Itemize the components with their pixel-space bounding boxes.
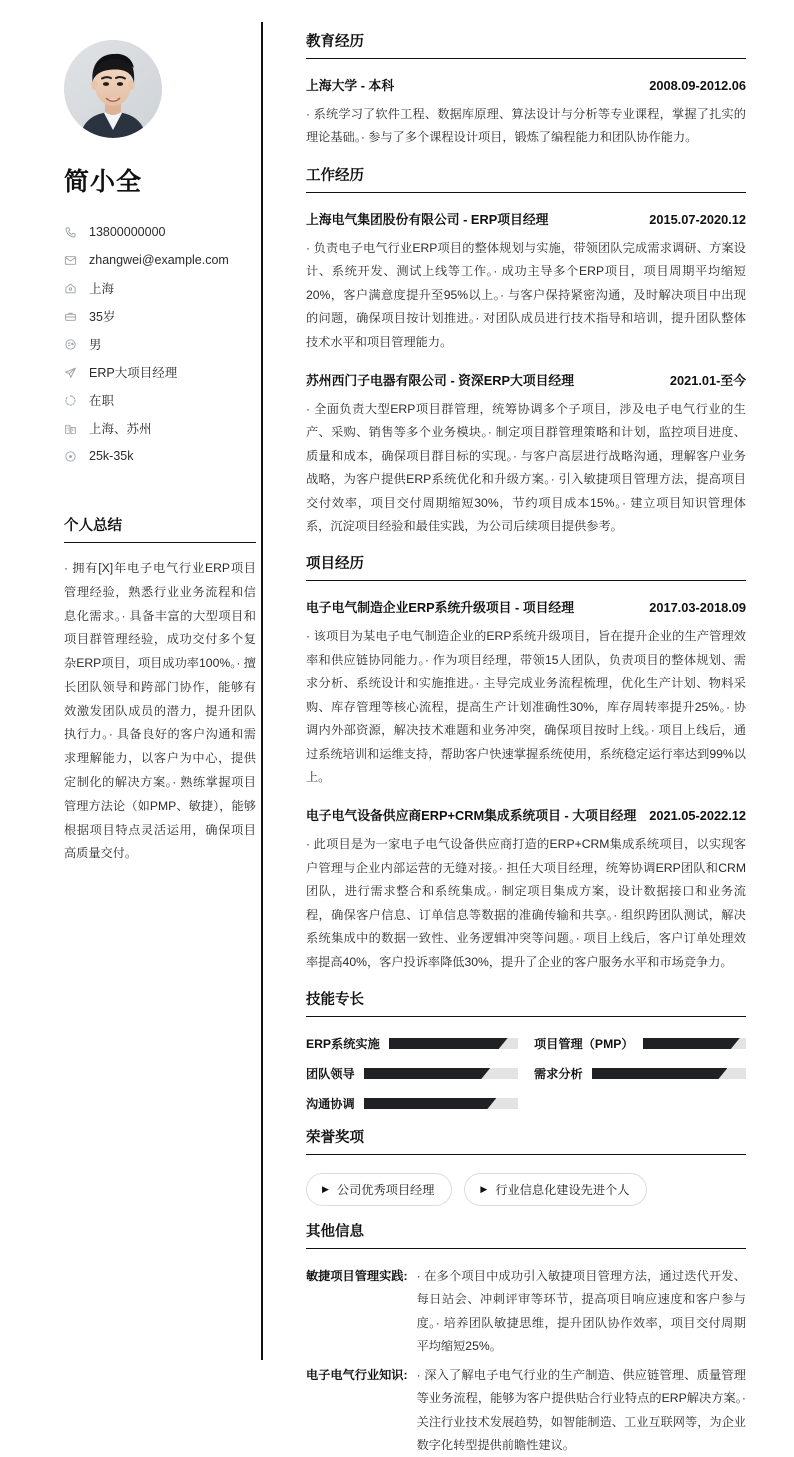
entry-date: 2021.01-至今: [669, 372, 746, 388]
other-info-list: [306, 1265, 746, 1457]
section-other-info: [306, 1220, 746, 1457]
skill-item: [534, 1065, 746, 1082]
entry-header: [306, 805, 746, 824]
page-title: 简小全: [64, 168, 143, 196]
section-title-other-info: 其他信息: [306, 1220, 746, 1249]
work-entry: [306, 209, 746, 354]
section-title-work: 工作经历: [306, 164, 746, 193]
other-info-label: 敏捷项目管理实践:: [306, 1268, 408, 1283]
section-honors: [306, 1126, 746, 1206]
entry-date: 2017.03-2018.09: [649, 600, 746, 616]
contact-value: 上海、苏州: [89, 422, 152, 436]
portrait-photo-icon: [64, 40, 162, 138]
other-info-row: [306, 1364, 746, 1457]
entry-org: 电子电气制造企业ERP系统升级项目 - 项目经理: [306, 600, 575, 616]
contact-desired-city: [64, 414, 234, 442]
other-info-value: · 在多个项目中成功引入敏捷项目管理方法，通过迭代开发、每日站会、冲刺评审等环节，提高项目响应速度和客户参与度。· 培养团队敏捷思维，提升团队协作效率，项目交付周期平均缩短25%。: [416, 1268, 746, 1354]
contact-desired-role: [64, 358, 234, 386]
contact-value: 13800000000: [89, 225, 166, 239]
entry-org: 上海电气集团股份有限公司 - ERP项目经理: [306, 211, 549, 227]
building-icon: [64, 422, 82, 435]
home-icon: [64, 282, 82, 295]
contact-gender: [64, 330, 234, 358]
skill-bar-fill: [364, 1068, 490, 1079]
column-divider: [261, 22, 263, 1360]
section-work: [306, 164, 746, 539]
entry-date: 2021.05-2022.12: [649, 808, 746, 824]
contact-value: 男: [89, 338, 102, 352]
briefcase-icon: [64, 310, 82, 323]
skill-label: ERP系统实施: [306, 1036, 380, 1051]
skill-label: 项目管理（PMP）: [534, 1036, 634, 1051]
contact-value: ERP大项目经理: [89, 366, 178, 380]
entry-body: · 负责电子电气行业ERP项目的整体规划与实施，带领团队完成需求调研、方案设计、系统开发、测试上线等工作。· 成功主导多个ERP项目，项目周期平均缩短20%，客户满意度提升至95%以上。· 与客户保持紧密沟通，及时解决项目中出现的问题，确保项目按计划推进。· 对团队成员进行技术指导和培训，提升团队整体技术水平和项目管理能力。: [306, 240, 746, 349]
summary-section-title: 个人总结: [64, 514, 256, 543]
phone-icon: [64, 226, 82, 239]
entry-date: 2015.07-2020.12: [649, 211, 746, 227]
avatar: [64, 40, 162, 138]
other-info-row: [306, 1265, 746, 1359]
entry-org: 上海大学 - 本科: [306, 78, 395, 93]
paper-plane-icon: [64, 366, 82, 379]
skills-grid: [306, 1035, 746, 1112]
skill-bar-track: [364, 1068, 518, 1079]
skill-item: [306, 1035, 518, 1052]
section-title-skills: 技能专长: [306, 988, 746, 1017]
contact-salary: [64, 442, 234, 470]
entry-body: · 该项目为某电子电气制造企业的ERP系统升级项目，旨在提升企业的生产管理效率和供应链协同能力。· 作为项目经理，带领15人团队，负责项目的整体规划、需求分析、系统设计和实施推进。· 主导完成业务流程梳理，优化生产计划、物料采购、库存管理等核心流程，提高生产计划准确性30%，库存周转率提升25%。· 协调内外部资源，解决技术难题和业务冲突，确保项目按时上线。· 项目上线后，通过系统培训和运维支持，帮助客户快速掌握系统使用，系统稳定运行率达到99%以上。: [306, 629, 746, 785]
work-entry: [306, 370, 746, 539]
honors-row: [306, 1173, 746, 1206]
section-title-education: 教育经历: [306, 30, 746, 59]
main-content: [262, 22, 794, 1452]
skill-item: [534, 1035, 746, 1052]
project-entry: [306, 805, 746, 974]
skill-item: [306, 1095, 518, 1112]
contact-value: zhangwei@example.com: [89, 253, 229, 267]
sidebar: [0, 22, 262, 1338]
contact-list: [64, 218, 234, 470]
section-education: [306, 30, 746, 150]
contact-value: 35岁: [89, 310, 116, 324]
entry-body: · 此项目是为一家电子电气设备供应商打造的ERP+CRM集成系统项目，以实现客户管理与企业内部运营的无缝对接。· 担任大项目经理，统筹协调ERP团队和CRM团队，进行需求整合和系统集成。· 制定项目集成方案，设计数据接口和业务流程，确保客户信息、订单信息等数据的准确传输和共享。· 组织跨团队测试，解决系统集成中的数据一致性、业务逻辑冲突等问题。· 项目上线后，客户订单处理效率提高40%，客户投诉率降低30%，提升了企业的客户服务水平和市场竞争力。: [306, 837, 746, 969]
honor-label: 公司优秀项目经理: [336, 1182, 435, 1197]
honor-chip[interactable]: [306, 1173, 452, 1206]
entry-body: · 系统学习了软件工程、数据库原理、算法设计与分析等专业课程，掌握了扎实的理论基础。· 参与了多个课程设计项目，锻炼了编程能力和团队协作能力。: [306, 107, 746, 145]
play-triangle-icon: ▶: [480, 1183, 488, 1194]
section-skills: [306, 988, 746, 1112]
contact-status: [64, 386, 234, 414]
skill-bar-fill: [592, 1068, 728, 1079]
contact-value: 上海: [89, 282, 115, 296]
salary-target-icon: [64, 450, 82, 463]
skill-bar-track: [643, 1038, 746, 1049]
skill-bar-track: [364, 1098, 518, 1109]
skill-label: 沟通协调: [306, 1096, 355, 1111]
envelope-icon: [64, 254, 82, 267]
contact-value: 25k-35k: [89, 449, 134, 463]
contact-age: [64, 302, 234, 330]
skill-bar-fill: [643, 1038, 740, 1049]
honor-label: 行业信息化建设先进个人: [495, 1182, 630, 1197]
entry-org: 电子电气设备供应商ERP+CRM集成系统项目 - 大项目经理: [306, 808, 637, 824]
section-projects: [306, 552, 746, 973]
summary-body: · 拥有[X]年电子电气行业ERP项目管理经验，熟悉行业业务流程和信息化需求。· 具备丰富的大型项目和项目群管理经验，成功交付多个复杂ERP项目，项目成功率100%。· 擅长团队领导和跨部门协作，能够有效激发团队成员的潜力，提升团队执行力。· 具备良好的客户沟通和需求理解能力，以客户为中心，提供定制化的解决方案。· 熟练掌握项目管理方法论（如PMP、敏捷），能够根据项目特点灵活运用，确保项目高质量交付。: [64, 561, 256, 861]
skill-item: [306, 1065, 518, 1082]
entry-header: [306, 370, 746, 389]
entry-header: [306, 597, 746, 616]
section-title-honors: 荣誉奖项: [306, 1126, 746, 1155]
contact-email: [64, 246, 234, 274]
project-entry: [306, 597, 746, 789]
skill-bar-fill: [389, 1038, 508, 1049]
gender-icon: [64, 338, 82, 351]
contact-location: [64, 274, 234, 302]
entry-date: 2008.09-2012.06: [649, 78, 746, 93]
honor-chip[interactable]: [464, 1173, 647, 1206]
contact-phone: [64, 218, 234, 246]
entry-body: · 全面负责大型ERP项目群管理，统筹协调多个子项目，涉及电子电气行业的生产、采购、销售等多个业务模块。· 制定项目群管理策略和计划，监控项目进度、质量和成本，确保项目群目标的实现。· 与客户高层进行战略沟通，理解客户业务战略，为客户提供ERP系统优化和升级方案。· 引入敏捷项目管理方法，提高项目交付效率，项目交付周期缩短30%，节约项目成本15%。· 建立项目知识管理体系，沉淀项目经验和最佳实践，为公司后续项目提供参考。: [306, 401, 746, 534]
skill-label: 需求分析: [534, 1066, 583, 1081]
skill-bar-fill: [364, 1098, 497, 1109]
other-info-label: 电子电气行业知识:: [306, 1367, 408, 1382]
entry-org: 苏州西门子电器有限公司 - 资深ERP大项目经理: [306, 372, 575, 388]
skill-bar-track: [592, 1068, 746, 1079]
section-title-projects: 项目经历: [306, 552, 746, 581]
skill-bar-track: [389, 1038, 518, 1049]
other-info-value: · 深入了解电子电气行业的生产制造、供应链管理、质量管理等业务流程，能够为客户提供贴合行业特点的ERP解决方案。· 关注行业技术发展趋势，如智能制造、工业互联网等，为企业数字化转型提供前瞻性建议。: [416, 1367, 746, 1452]
entry-header: [306, 209, 746, 228]
status-ring-icon: [64, 394, 82, 407]
education-entry: [306, 75, 746, 150]
entry-header: [306, 75, 746, 94]
play-triangle-icon: ▶: [322, 1183, 329, 1194]
contact-value: 在职: [89, 394, 115, 408]
skills-grid-spacer: [534, 1095, 746, 1112]
skill-label: 团队领导: [306, 1066, 355, 1081]
